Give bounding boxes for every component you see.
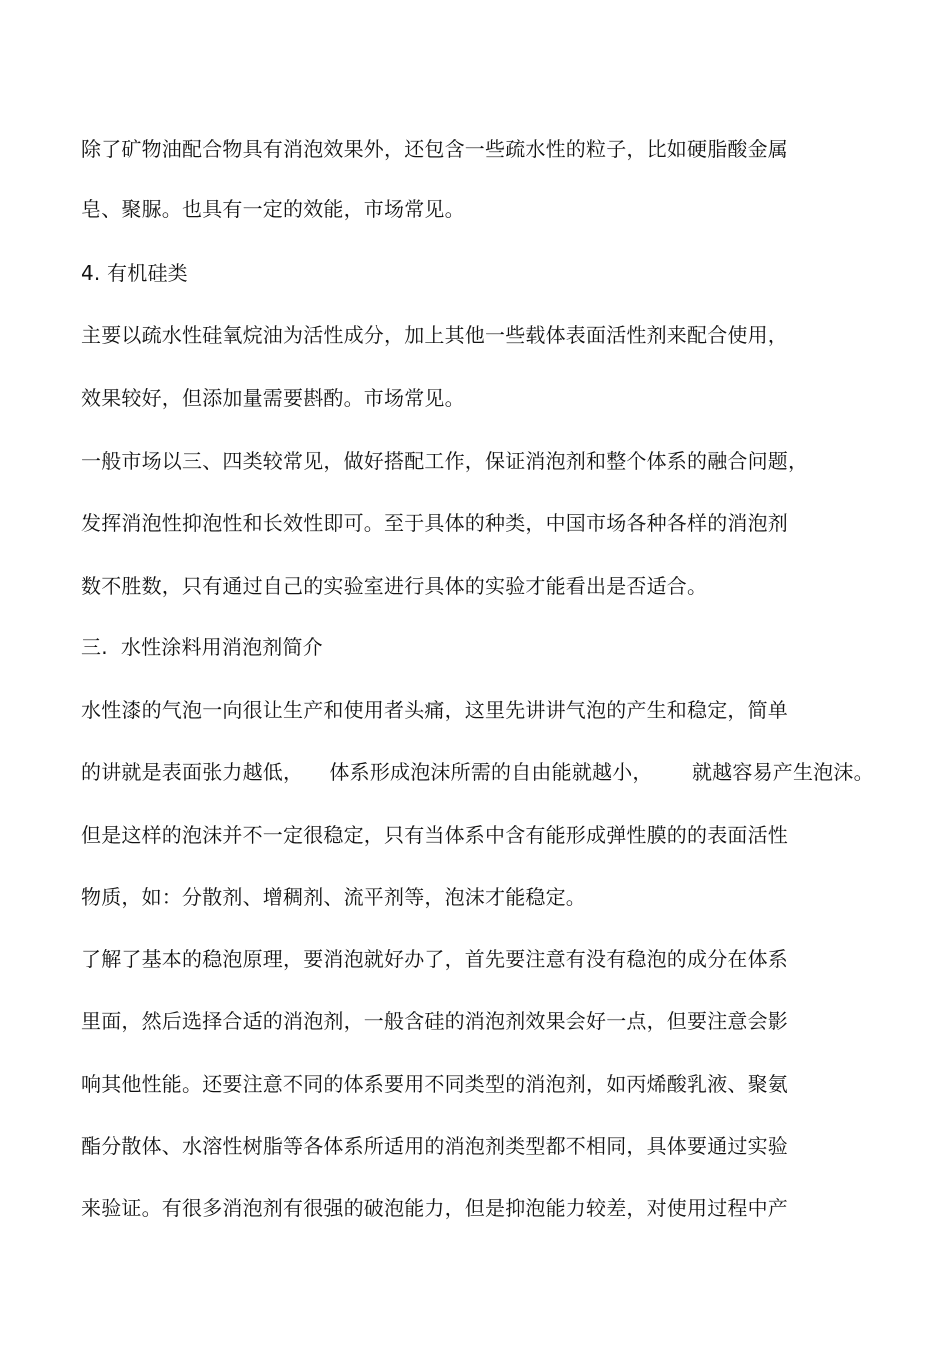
text-line: 酯分散体、水溶性树脂等各体系所适用的消泡剂类型都不相同，具体要通过实验	[81, 1134, 788, 1158]
section-heading: 三. 水性涂料用消泡剂简介	[81, 635, 323, 659]
text-line: 主要以疏水性硅氧烷油为活性成分，加上其他一些载体表面活性剂来配合使用，	[81, 323, 788, 347]
text-line: 的讲就是表面张力越低， 体系形成泡沫所需的自由能就越小， 就越容易产生泡沫。	[81, 760, 874, 784]
text-line: 水性漆的气泡一向很让生产和使用者头痛，这里先讲讲气泡的产生和稳定，简单	[81, 698, 788, 722]
text-line: 了解了基本的稳泡原理，要消泡就好办了，首先要注意有没有稳泡的成分在体系	[81, 947, 788, 971]
section-heading: 4. 有机硅类	[81, 261, 188, 285]
text-line: 响其他性能。还要注意不同的体系要用不同类型的消泡剂，如丙烯酸乳液、聚氨	[81, 1072, 788, 1096]
text-line: 发挥消泡性抑泡性和长效性即可。至于具体的种类，中国市场各种各样的消泡剂	[81, 511, 788, 535]
text-line: 效果较好，但添加量需要斟酌。市场常见。	[81, 386, 465, 410]
text-line: 里面，然后选择合适的消泡剂，一般含硅的消泡剂效果会好一点，但要注意会影	[81, 1009, 788, 1033]
text-line: 来验证。有很多消泡剂有很强的破泡能力，但是抑泡能力较差，对使用过程中产	[81, 1196, 788, 1220]
text-line: 但是这样的泡沫并不一定很稳定，只有当体系中含有能形成弹性膜的的表面活性	[81, 823, 788, 847]
text-line: 皂、聚脲。也具有一定的效能，市场常见。	[81, 197, 465, 221]
text-line: 数不胜数，只有通过自己的实验室进行具体的实验才能看出是否适合。	[81, 574, 708, 598]
text-line: 物质，如：分散剂、增稠剂、流平剂等，泡沫才能稳定。	[81, 885, 586, 909]
text-line: 除了矿物油配合物具有消泡效果外，还包含一些疏水性的粒子，比如硬脂酸金属	[81, 137, 788, 161]
text-line: 一般市场以三、四类较常见，做好搭配工作，保证消泡剂和整个体系的融合问题，	[81, 449, 809, 473]
